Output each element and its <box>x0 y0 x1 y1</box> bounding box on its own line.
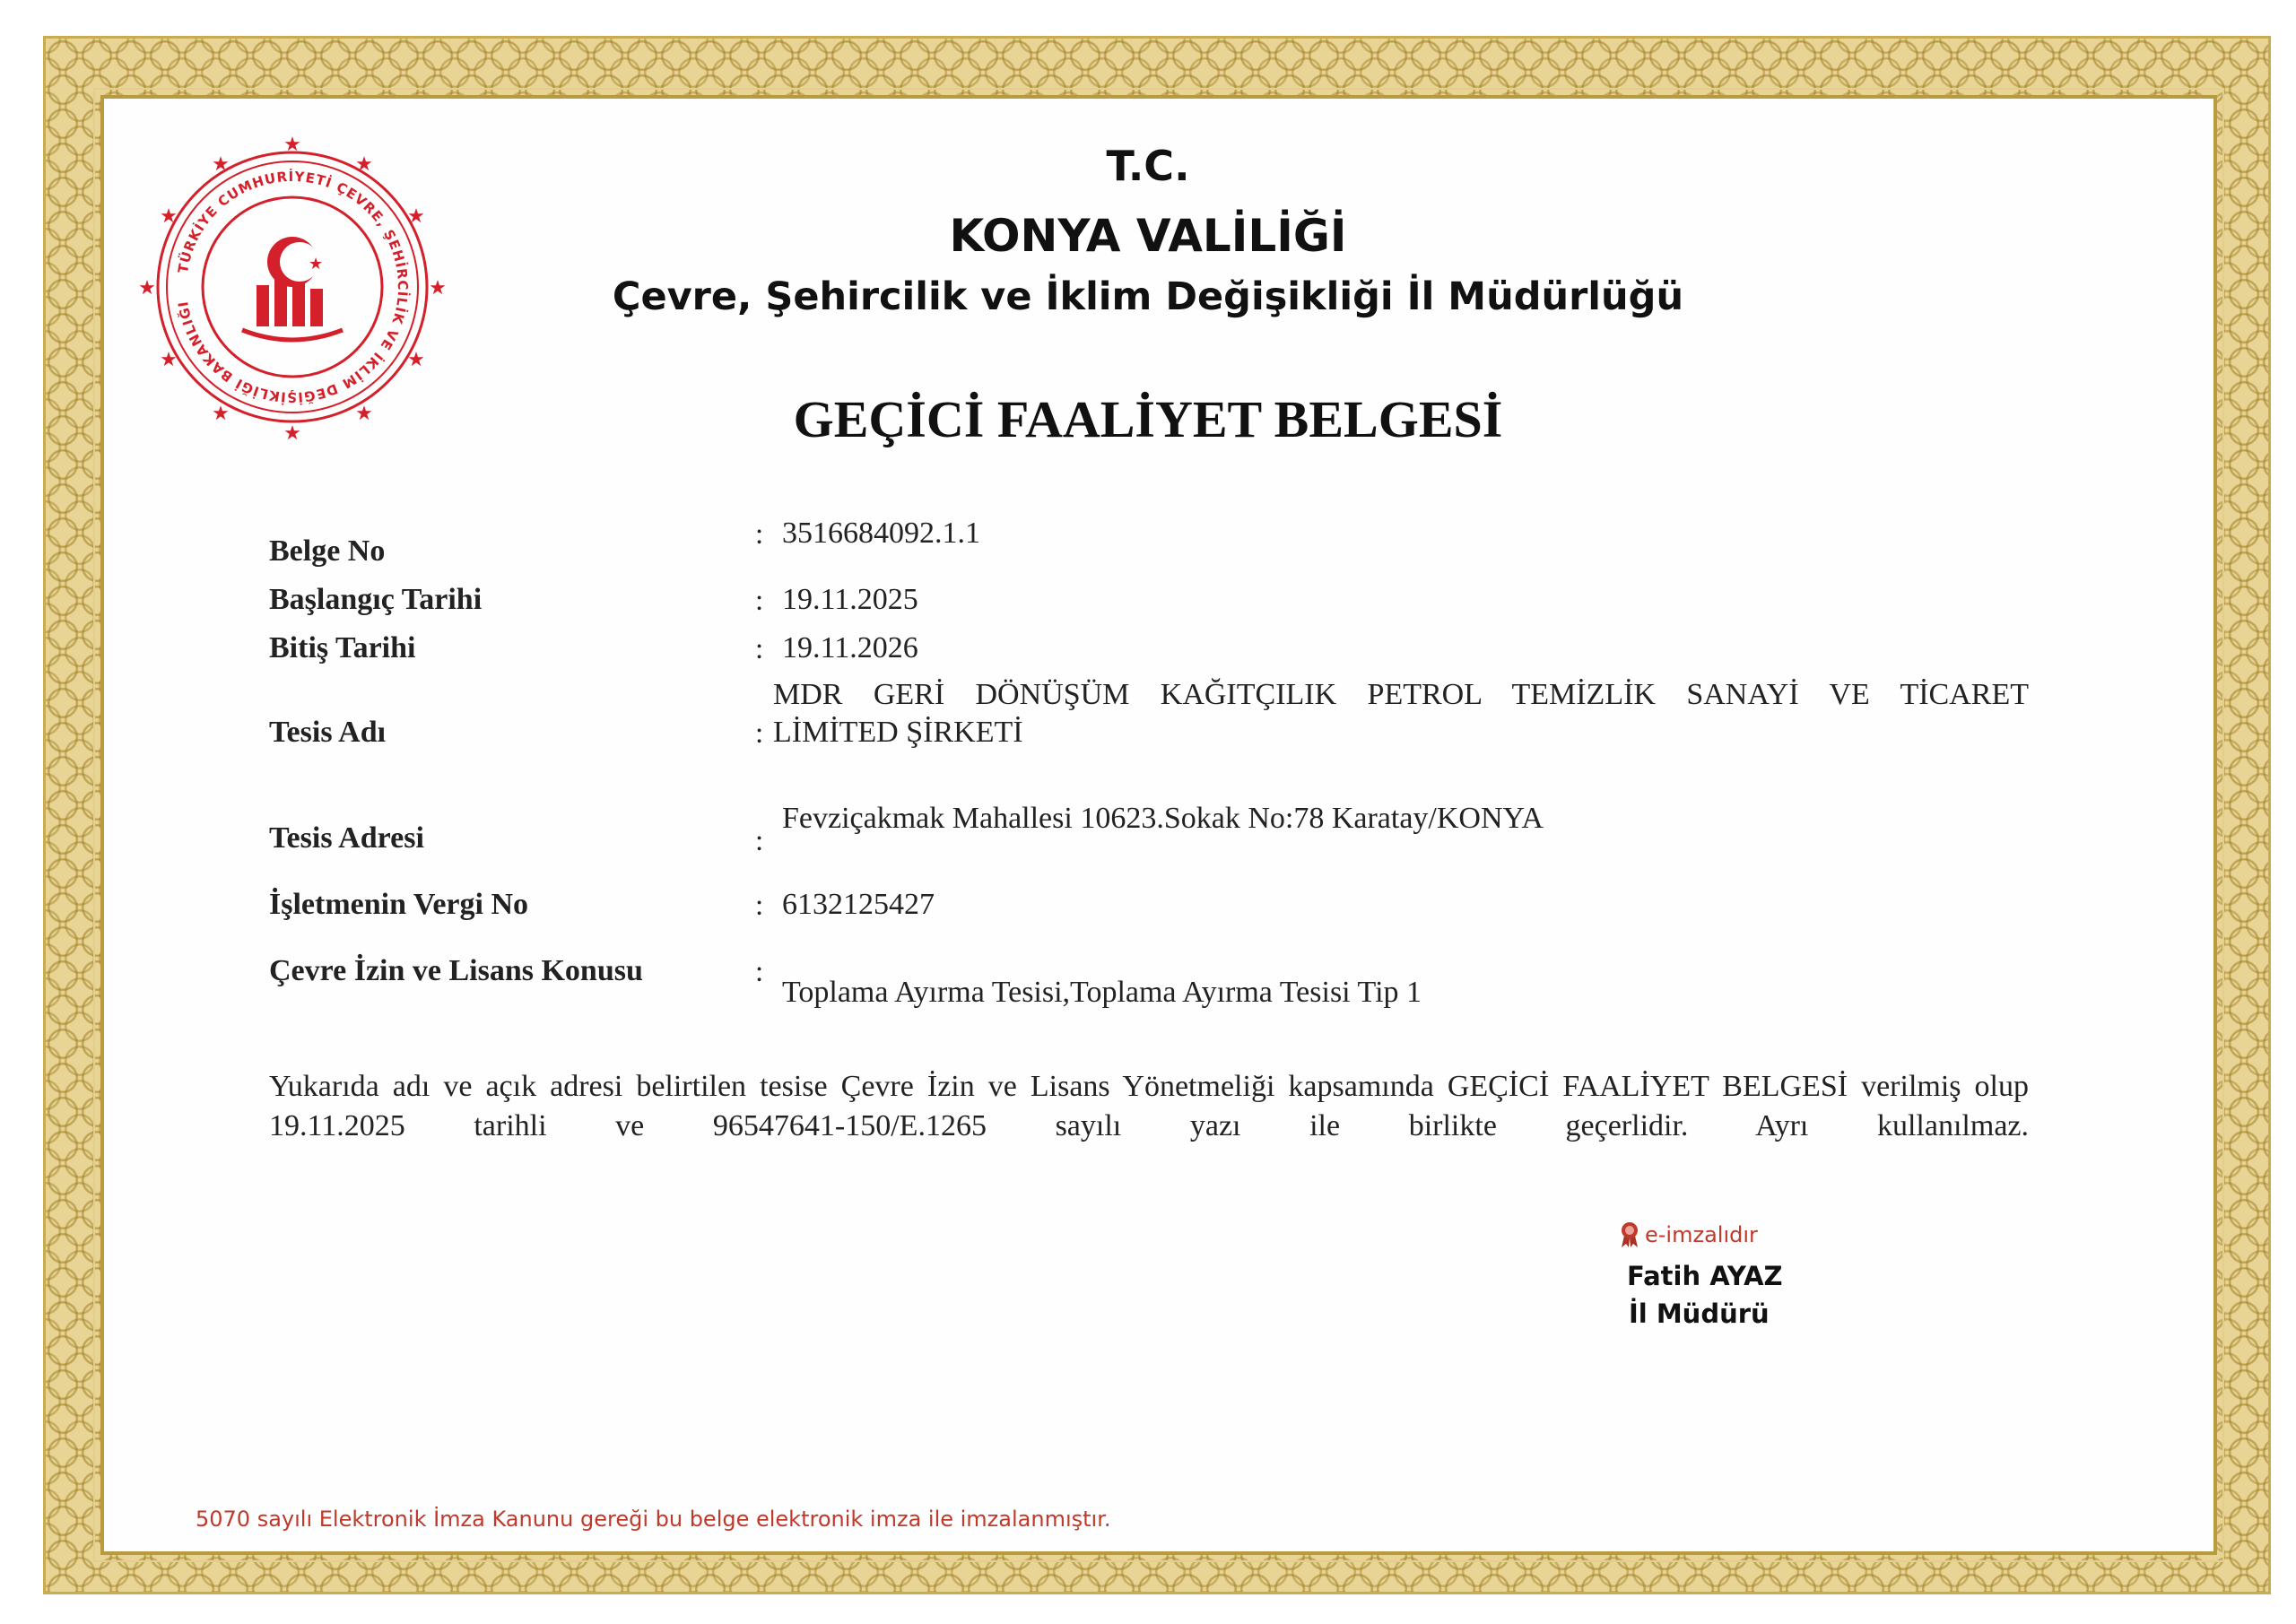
svg-text:★: ★ <box>138 277 156 300</box>
value-end-date: 19.11.2026 <box>782 631 918 664</box>
value-facility-address: Fevziçakmak Mahallesi 10623.Sokak No:78 Karatay/KONYA <box>782 802 1544 835</box>
colon-license-subject: : <box>755 956 764 988</box>
signer-title: İl Müdürü <box>1629 1298 1770 1329</box>
colon-facility-name: : <box>755 717 764 750</box>
signer-name: Fatih AYAZ <box>1627 1261 1783 1291</box>
colon-belge-no: : <box>755 518 764 551</box>
e-signature-label: e-imzalıdır <box>1645 1222 1758 1247</box>
label-facility-address: Tesis Adresi <box>269 821 424 855</box>
colon-start-date: : <box>755 585 764 617</box>
header-governorship: KONYA VALİLİĞİ <box>949 210 1347 262</box>
label-end-date: Bitiş Tarihi <box>269 631 416 664</box>
svg-text:★: ★ <box>283 134 301 156</box>
svg-text:★: ★ <box>429 277 447 300</box>
svg-text:★: ★ <box>160 349 178 371</box>
colon-tax-number: : <box>755 890 764 922</box>
value-tax-number: 6132125427 <box>782 888 935 921</box>
statement-paragraph: Yukarıda adı ve açık adresi belirtilen tesise Çevre İzin ve Lisans Yönetmeliği kapsamında GEÇİCİ FAALİYET BELGESİ verilmiş olup 19.11.2025 tarihli ve 96547641-150/E.1265 sayılı yazı ile birlikte geçerlidir. Ayrı kullanılmaz. <box>269 1070 2029 1142</box>
colon-facility-address: : <box>755 825 764 857</box>
svg-text:★: ★ <box>355 153 373 176</box>
svg-text:★: ★ <box>407 205 425 228</box>
seal-ring-text: TÜRKİYE CUMHURİYETİ ÇEVRE, ŞEHİRCİLİK VE İKLİM DEĞİŞİKLİĞİ BAKANLIĞI <box>175 168 412 406</box>
header-directorate: Çevre, Şehircilik ve İklim Değişikliği İl Müdürlüğü <box>612 274 1684 319</box>
label-license-subject: Çevre İzin ve Lisans Konusu <box>269 954 643 987</box>
label-belge-no: Belge No <box>269 534 386 568</box>
label-start-date: Başlangıç Tarihi <box>269 583 483 616</box>
document-title: GEÇİCİ FAALİYET BELGESİ <box>793 390 1503 448</box>
e-signature-badge <box>1620 1221 1758 1248</box>
value-start-date: 19.11.2025 <box>782 583 918 616</box>
value-facility-name-line2: LİMİTED ŞİRKETİ <box>773 716 1023 749</box>
colon-end-date: : <box>755 633 764 665</box>
svg-text:★: ★ <box>407 349 425 371</box>
svg-text:★: ★ <box>283 422 301 445</box>
value-facility-name-line1: MDR GERİ DÖNÜŞÜM KAĞITÇILIK PETROL TEMİZLİK SANAYİ VE TİCARET <box>773 678 2029 711</box>
svg-text:★: ★ <box>160 205 178 228</box>
svg-text:★: ★ <box>355 403 373 425</box>
label-tax-number: İşletmenin Vergi No <box>269 888 528 921</box>
ribbon-icon <box>1620 1221 1639 1248</box>
svg-text:★: ★ <box>309 255 324 274</box>
footer-e-signature-note: 5070 sayılı Elektronik İmza Kanunu gereği bu belge elektronik imza ile imzalanmıştır. <box>196 1507 1111 1532</box>
label-facility-name: Tesis Adı <box>269 716 387 749</box>
value-license-subject: Toplama Ayırma Tesisi,Toplama Ayırma Tesisi Tip 1 <box>782 976 1422 1009</box>
svg-text:★: ★ <box>212 153 230 176</box>
svg-text:★: ★ <box>212 403 230 425</box>
value-belge-no: 3516684092.1.1 <box>782 517 980 550</box>
header-tc: T.C. <box>1106 142 1190 190</box>
